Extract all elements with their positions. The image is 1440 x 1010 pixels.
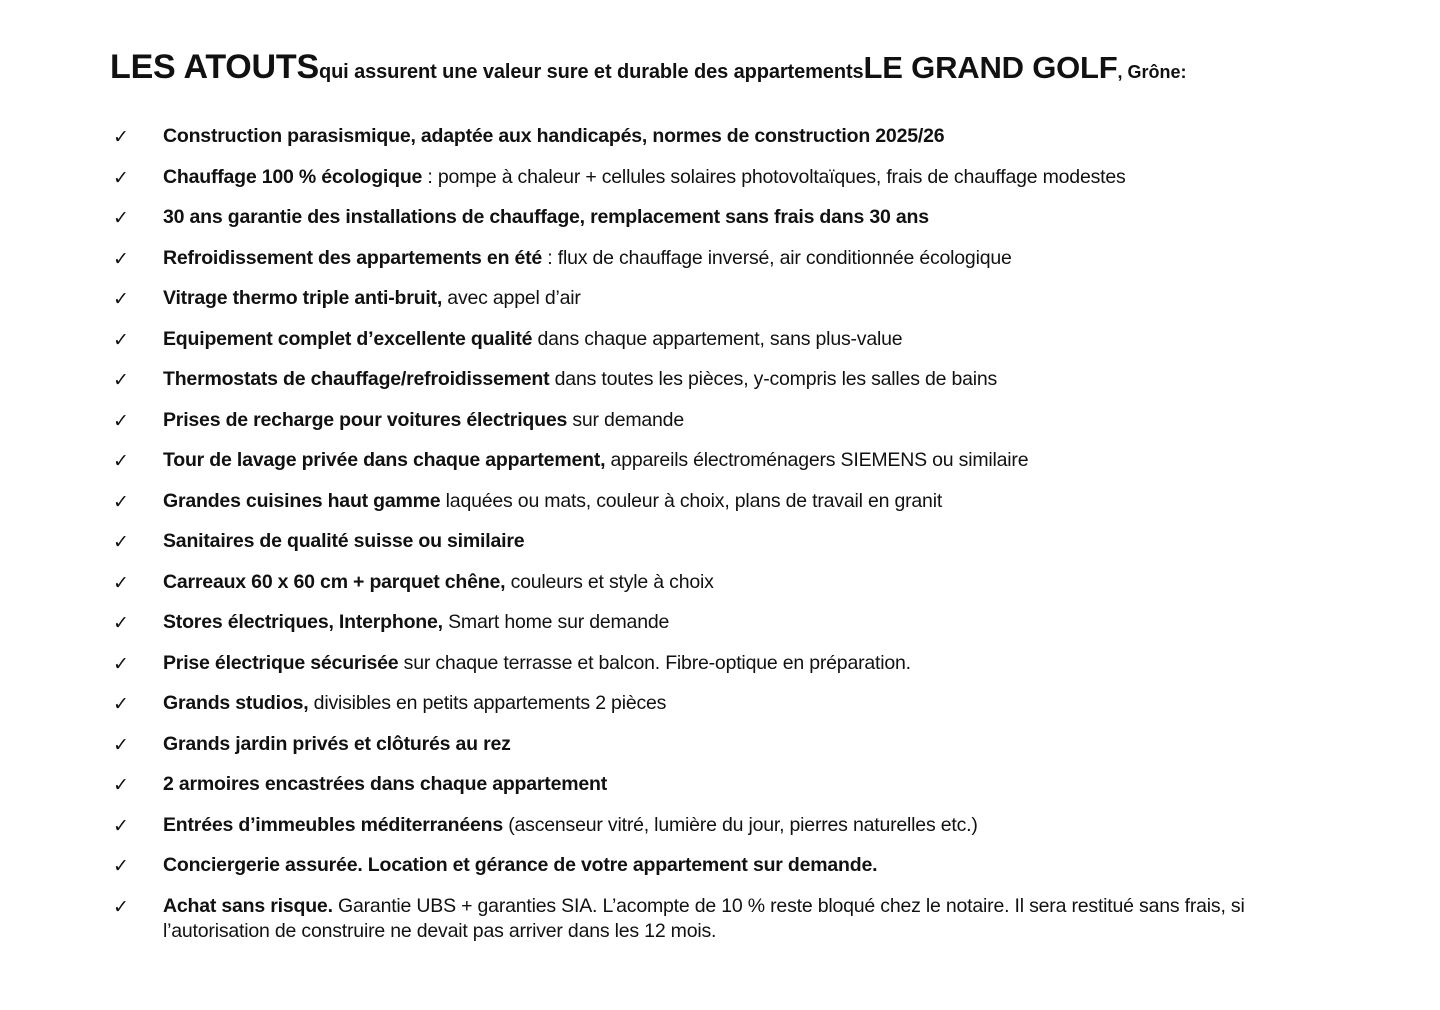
list-item-regular: Smart home sur demande — [442, 611, 670, 633]
list-item — [110, 367, 1340, 392]
check-icon: ✓ — [113, 896, 129, 918]
check-icon: ✓ — [113, 167, 129, 189]
check-icon: ✓ — [113, 410, 129, 432]
list-item-bold: Prise électrique sécurisée — [163, 651, 399, 674]
title-middle: qui assurent une valeur sure et durable des appartements — [318, 61, 864, 83]
list-item — [110, 529, 1340, 554]
list-item-bold: Carreaux 60 x 60 cm + parquet chêne, — [163, 570, 506, 593]
check-icon: ✓ — [113, 491, 129, 513]
page-title — [110, 50, 1340, 84]
list-item — [110, 813, 1340, 838]
list-item-regular: sur chaque terrasse et balcon. Fibre-optique en préparation. — [398, 651, 911, 674]
list-item — [110, 327, 1340, 352]
check-icon: ✓ — [113, 613, 129, 634]
check-icon: ✓ — [113, 127, 129, 148]
list-item — [110, 286, 1340, 311]
list-item-bold: Thermostats de chauffage/refroidissement — [163, 368, 550, 390]
list-item-bold: Prises de recharge pour voitures électriques — [163, 408, 568, 431]
list-item — [110, 124, 1340, 149]
list-item — [110, 570, 1340, 595]
check-icon: ✓ — [113, 532, 129, 553]
title-lead: LES ATOUTS — [110, 48, 319, 86]
check-icon: ✓ — [113, 208, 129, 229]
list-item-bold: Conciergerie assurée. Location et gérance de votre appartement sur demande. — [163, 854, 878, 876]
list-item-regular: dans toutes les pièces, y-compris les salles de bains — [549, 368, 998, 390]
list-item-bold: Construction parasismique, adaptée aux handicapés, normes de construction 2025/26 — [163, 125, 945, 147]
check-icon: ✓ — [113, 694, 129, 715]
list-item-bold: Grandes cuisines haut gamme — [163, 489, 441, 512]
check-icon: ✓ — [113, 653, 129, 675]
list-item — [110, 610, 1340, 635]
list-item — [110, 691, 1340, 716]
list-item-regular: : flux de chauffage inversé, air conditionnée écologique — [542, 246, 1012, 269]
list-item — [110, 246, 1340, 271]
list-item-bold: 2 armoires encastrées dans chaque appartement — [163, 773, 608, 795]
list-item-regular: avec appel d’air — [442, 287, 581, 309]
list-item-regular: : pompe à chaleur + cellules solaires photovoltaïques, frais de chauffage modestes — [422, 165, 1126, 188]
list-item-bold: Vitrage thermo triple anti-bruit, — [163, 287, 443, 309]
list-item-bold: Equipement complet d’excellente qualité — [163, 327, 533, 350]
list-item-regular: dans chaque appartement, sans plus-value — [532, 327, 903, 350]
check-icon: ✓ — [113, 451, 129, 472]
list-item-bold: Refroidissement des appartements en été — [163, 246, 543, 269]
list-item-regular: appareils électroménagers SIEMENS ou similaire — [605, 449, 1029, 471]
list-item — [110, 853, 1340, 878]
list-item — [110, 772, 1340, 797]
title-project-name: LE GRAND GOLF — [863, 50, 1118, 85]
check-icon: ✓ — [113, 734, 129, 756]
list-item — [110, 165, 1340, 190]
list-item — [110, 408, 1340, 433]
list-item — [110, 732, 1340, 757]
list-item-regular: divisibles en petits appartements 2 pièces — [308, 692, 667, 714]
check-icon: ✓ — [113, 370, 129, 391]
list-item — [110, 894, 1340, 944]
list-item — [110, 489, 1340, 514]
check-icon: ✓ — [113, 775, 129, 796]
list-item-bold: Grands jardin privés et clôturés au rez — [163, 732, 511, 755]
list-item-bold: Sanitaires de qualité suisse ou similaire — [163, 530, 525, 552]
check-icon: ✓ — [113, 815, 129, 837]
list-item-bold: 30 ans garantie des installations de chauffage, remplacement sans frais dans 30 ans — [163, 206, 929, 228]
check-icon: ✓ — [113, 329, 129, 351]
list-item — [110, 205, 1340, 230]
list-item-regular: Garantie UBS + garanties SIA. L’acompte de 10 % reste bloqué chez le notaire. Il sera restitué sans frais, si l’autorisation de construire ne devait pas arriver dans les 12 mois. — [163, 894, 1245, 942]
list-item — [110, 651, 1340, 676]
features-list — [110, 124, 1340, 944]
check-icon: ✓ — [113, 248, 129, 270]
list-item-bold: Tour de lavage privée dans chaque appartement, — [163, 449, 606, 471]
list-item-bold: Chauffage 100 % écologique — [163, 165, 423, 188]
title-location: , Grône: — [1117, 62, 1187, 82]
list-item-regular: couleurs et style à choix — [505, 570, 714, 593]
list-item-regular: (ascenseur vitré, lumière du jour, pierres naturelles etc.) — [503, 813, 978, 836]
check-icon: ✓ — [113, 856, 129, 877]
check-icon: ✓ — [113, 289, 129, 310]
list-item-bold: Grands studios, — [163, 692, 309, 714]
list-item-bold: Stores électriques, Interphone, — [163, 611, 443, 633]
check-icon: ✓ — [113, 572, 129, 594]
list-item-bold: Entrées d’immeubles méditerranéens — [163, 813, 504, 836]
list-item-regular: sur demande — [567, 408, 684, 431]
list-item — [110, 448, 1340, 473]
list-item-regular: laquées ou mats, couleur à choix, plans de travail en granit — [440, 489, 943, 512]
list-item-bold: Achat sans risque. — [163, 894, 333, 917]
